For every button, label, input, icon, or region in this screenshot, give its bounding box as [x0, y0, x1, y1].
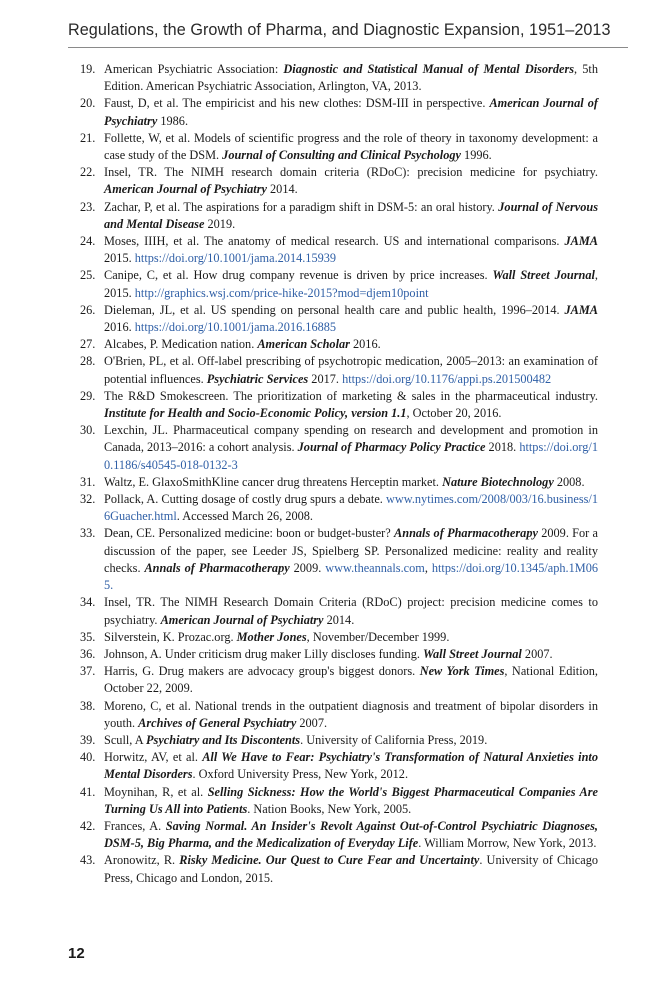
reference-number: 42.: [80, 818, 96, 833]
reference-source-title: Archives of General Psychiatry: [138, 715, 297, 730]
reference-text: Dieleman, JL, et al. US spending on personal health care and public health, 1996–2014.: [104, 302, 565, 317]
reference-text: 2014.: [323, 612, 355, 627]
reference-text: Insel, TR. The NIMH research domain criteria (RDoC): precision medicine for psychiatry.: [104, 165, 598, 180]
reference-number: 27.: [80, 337, 96, 352]
reference-number: 32.: [80, 492, 96, 507]
reference-source-title: American Journal of Psychiatry: [104, 96, 598, 128]
reference-source-title: Annals of Pharmacotherapy: [394, 526, 538, 541]
reference-item: [80, 646, 598, 663]
reference-number: 37.: [80, 664, 96, 679]
reference-item: [80, 629, 598, 646]
reference-source-title: Mother Jones: [236, 629, 307, 644]
reference-link[interactable]: https://doi.org/10.1001/jama.2014.15939: [134, 251, 337, 266]
reference-item: [80, 164, 598, 198]
reference-link[interactable]: www.theannals.com: [325, 560, 425, 575]
reference-number: 38.: [80, 698, 96, 713]
reference-source-title: JAMA: [564, 234, 598, 249]
reference-number: 21.: [80, 130, 96, 145]
reference-link[interactable]: https://doi.org/10.1176/appi.ps.201500482: [342, 371, 552, 386]
reference-number: 43.: [80, 853, 96, 868]
running-head: Regulations, the Growth of Pharma, and Diagnostic Expansion, 1951–2013: [68, 21, 611, 39]
reference-text: Harris, G. Drug makers are advocacy group's biggest donors.: [104, 664, 420, 679]
reference-source-title: Psychiatric Services: [206, 371, 309, 386]
reference-item: [80, 525, 598, 594]
reference-text: . University of California Press, 2019.: [300, 732, 488, 747]
reference-item: [80, 302, 598, 336]
reference-text: , National Edition, October 22, 2009.: [104, 664, 598, 696]
reference-item: [80, 130, 598, 164]
reference-source-title: American Journal of Psychiatry: [160, 612, 324, 627]
reference-text: , 5th Edition. American Psychiatric Association, Arlington, VA, 2013.: [104, 62, 598, 94]
reference-number: 39.: [80, 732, 96, 747]
reference-number: 35.: [80, 629, 96, 644]
reference-item: [80, 818, 598, 852]
reference-text: . Nation Books, New York, 2005.: [247, 801, 412, 816]
reference-number: 20.: [80, 96, 96, 111]
reference-text: The R&D Smokescreen. The prioritization of marketing & sales in the pharmaceutical industry.: [104, 388, 598, 403]
reference-item: [80, 852, 598, 886]
reference-text: Johnson, A. Under criticism drug maker Lilly discloses funding.: [104, 646, 423, 661]
reference-source-title: Institute for Health and Socio-Economic Policy, version 1.1: [104, 406, 407, 421]
reference-source-title: All We Have to Fear: Psychiatry's Transformation of Natural Anxieties into Mental Disorders: [104, 750, 599, 782]
reference-text: American Psychiatric Association:: [104, 62, 284, 76]
reference-item: [80, 353, 598, 387]
reference-text: Alcabes, P. Medication nation.: [104, 337, 258, 352]
reference-text: 2009.: [289, 560, 326, 575]
page-number: 12: [68, 945, 85, 962]
reference-number: 24.: [80, 234, 96, 249]
reference-number: 31.: [80, 474, 96, 489]
reference-link[interactable]: https://doi.org/10.1345/aph.1M065.: [104, 560, 598, 593]
reference-text: Dean, CE. Personalized medicine: boon or budget-buster?: [104, 526, 395, 541]
reference-source-title: Journal of Nervous and Mental Disease: [104, 199, 598, 231]
reference-source-title: Diagnostic and Statistical Manual of Mental Disorders: [283, 62, 575, 76]
reference-text: 2017.: [308, 371, 343, 386]
reference-source-title: Saving Normal. An Insider's Revolt Against Out-of-Control Psychiatric Diagnoses, DSM-5, Big Pharma, and the Medicalization of Everyday Life: [104, 818, 598, 851]
reference-text: , October 20, 2016.: [406, 406, 502, 421]
reference-text: 2007.: [296, 715, 328, 730]
reference-number: 40.: [80, 750, 96, 765]
reference-text: 2015.: [104, 251, 135, 266]
reference-text: Silverstein, K. Prozac.org.: [104, 629, 237, 644]
reference-text: 2008.: [553, 474, 585, 489]
reference-item: [80, 491, 598, 525]
reference-number: 29.: [80, 388, 96, 403]
reference-text: 2014.: [266, 182, 298, 197]
reference-link[interactable]: https://doi.org/10.1001/jama.2016.16885: [134, 320, 337, 335]
reference-source-title: American Journal of Psychiatry: [104, 182, 267, 197]
reference-item: [80, 749, 598, 783]
reference-number: 25.: [80, 268, 96, 283]
reference-item: [80, 388, 598, 422]
reference-item: [80, 422, 598, 474]
reference-source-title: Wall Street Journal: [492, 268, 595, 283]
reference-link[interactable]: www.nytimes.com/2008/003/16.business/16Guacher.html: [104, 492, 598, 524]
reference-text: . Oxford University Press, New York, 2012.: [192, 767, 409, 782]
reference-source-title: Nature Biotechnology: [442, 474, 554, 489]
reference-source-title: American Scholar: [257, 337, 350, 352]
reference-text: Scull, A: [104, 732, 147, 747]
reference-source-title: JAMA: [564, 302, 598, 317]
reference-item: [80, 474, 598, 491]
reference-item: [80, 95, 598, 129]
reference-text: Aronowitz, R.: [104, 853, 180, 868]
reference-source-title: New York Times: [419, 664, 505, 679]
reference-source-title: Selling Sickness: How the World's Biggest Pharmaceutical Companies Are Turning Us All into Patients: [104, 784, 598, 816]
reference-text: Faust, D, et al. The empiricist and his new clothes: DSM-III in perspective.: [104, 96, 490, 111]
reference-number: 41.: [80, 784, 96, 799]
reference-source-title: Journal of Consulting and Clinical Psychology: [222, 148, 461, 163]
reference-text: , November/December 1999.: [306, 629, 450, 644]
reference-number: 22.: [80, 165, 96, 180]
reference-item: [80, 663, 598, 697]
reference-text: 2016.: [349, 337, 381, 352]
reference-text: Canipe, C, et al. How drug company revenue is driven by price increases.: [104, 268, 493, 283]
reference-text: O'Brien, PL, et al. Off-label prescribing of psychotropic medication, 2005–2013: an examination of potential influences.: [104, 354, 598, 386]
reference-text: Moreno, C, et al. National trends in the outpatient diagnosis and treatment of bipolar disorders in youth.: [104, 698, 598, 730]
reference-link[interactable]: https://doi.org/10.1186/s40545-018-0132-3: [104, 440, 598, 472]
reference-text: . William Morrow, New York, 2013.: [418, 836, 597, 851]
reference-number: 26.: [80, 302, 96, 317]
reference-text: , 2015.: [104, 268, 598, 300]
reference-item: [80, 784, 598, 818]
reference-item: [80, 199, 598, 233]
reference-text: 2018.: [485, 440, 520, 455]
reference-text: Follette, W, et al. Models of scientific progress and the role of theory in taxonomy development: a case study of the DSM.: [104, 130, 598, 163]
reference-source-title: Journal of Pharmacy Policy Practice: [297, 440, 486, 455]
reference-text: . Accessed March 26, 2008.: [176, 509, 314, 524]
reference-text: . University of Chicago Press, Chicago and London, 2015.: [104, 853, 599, 885]
reference-text: Frances, A.: [104, 818, 166, 833]
reference-text: ,: [424, 560, 432, 575]
reference-link[interactable]: http://graphics.wsj.com/price-hike-2015?mod=djem10point: [134, 285, 429, 300]
reference-text: Moses, IIIH, et al. The anatomy of medical research. US and international comparisons.: [104, 234, 565, 249]
reference-text: 2019.: [204, 216, 236, 231]
reference-number: 34.: [80, 595, 96, 610]
reference-item: [80, 336, 598, 353]
reference-number: 33.: [80, 526, 96, 541]
reference-text: 2007.: [521, 646, 553, 661]
reference-item: [80, 594, 598, 628]
reference-number: 30.: [80, 423, 96, 438]
reference-source-title: Annals of Pharmacotherapy: [144, 560, 290, 575]
reference-text: Horwitz, AV, et al.: [104, 750, 203, 765]
reference-text: Zachar, P, et al. The aspirations for a paradigm shift in DSM-5: an oral history.: [104, 199, 499, 214]
reference-item: [80, 267, 598, 301]
reference-text: 2016.: [104, 320, 135, 335]
reference-item: [80, 233, 598, 267]
reference-text: 1986.: [157, 113, 189, 128]
reference-text: Moynihan, R, et al.: [104, 784, 208, 799]
reference-item: [80, 732, 598, 749]
reference-number: 19.: [80, 62, 96, 76]
reference-text: Waltz, E. GlaxoSmithKline cancer drug threatens Herceptin market.: [104, 474, 443, 489]
reference-source-title: Psychiatry and Its Discontents: [146, 732, 301, 747]
reference-item: [80, 61, 598, 95]
reference-text: Insel, TR. The NIMH Research Domain Criteria (RDoC) project: precision medicine comes to psychiatry.: [104, 595, 598, 627]
reference-number: 36.: [80, 646, 96, 661]
reference-source-title: Wall Street Journal: [423, 646, 522, 661]
reference-text: 2009. For a discussion of the paper, see Leeder JS, Spielberg SP. Personalized medicine: reality and reality checks.: [104, 526, 598, 575]
header-rule: [68, 47, 628, 48]
reference-text: Pollack, A. Cutting dosage of costly drug spurs a debate.: [104, 492, 386, 507]
reference-number: 28.: [80, 354, 96, 369]
reference-number: 23.: [80, 199, 96, 214]
reference-item: [80, 698, 598, 732]
reference-source-title: Risky Medicine. Our Quest to Cure Fear and Uncertainty: [179, 853, 480, 868]
reference-text: Lexchin, JL. Pharmaceutical company spending on research and development and promotion in Canada, 2013–2016: a cohort analysis.: [104, 423, 598, 455]
reference-list: [80, 61, 598, 887]
reference-text: 1996.: [460, 148, 492, 163]
